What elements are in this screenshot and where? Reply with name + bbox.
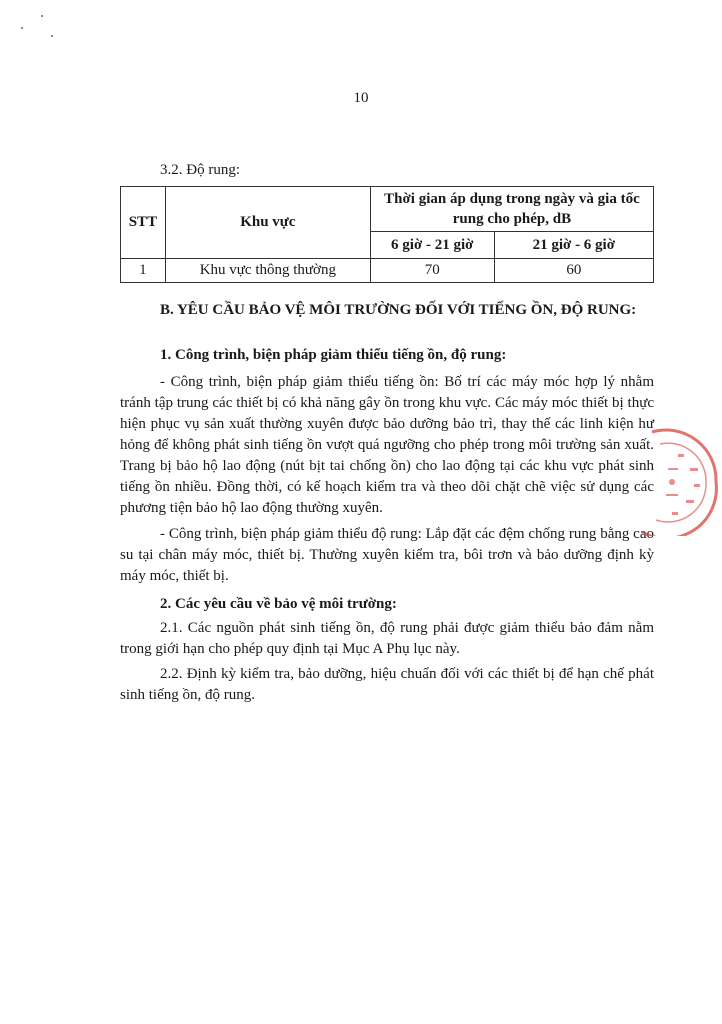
table-header-area: Khu vực [165, 187, 370, 259]
page-number: 10 [353, 90, 369, 106]
paragraph-requirement-2-1: 2.1. Các nguồn phát sinh tiếng ồn, độ rung phải được giảm thiểu bảo đảm nằm trong giới hạn cho phép quy định tại Mục A Phụ lục này. [120, 620, 654, 657]
section-heading-vibration: 3.2. Độ rung: [160, 162, 240, 178]
vibration-table [120, 186, 654, 283]
table-header-stt: STT [121, 187, 166, 259]
cell-area: Khu vực thông thường [165, 259, 370, 283]
table-row [121, 259, 654, 283]
cell-stt: 1 [121, 259, 166, 283]
cell-day-value: 70 [370, 259, 494, 283]
table-header-night: 21 giờ - 6 giờ [494, 232, 653, 259]
section-b-title: B. YÊU CẦU BẢO VỆ MÔI TRƯỜNG ĐỐI VỚI TIẾNG ỒN, ĐỘ RUNG: [160, 302, 637, 318]
cell-night-value: 60 [494, 259, 653, 283]
paragraph-requirement-2-2: 2.2. Định kỳ kiểm tra, bảo dưỡng, hiệu chuẩn đối với các thiết bị để hạn chế phát sinh tiếng ồn, độ rung. [120, 666, 654, 703]
subsection-1-title: 1. Công trình, biện pháp giảm thiểu tiếng ồn, độ rung: [160, 347, 507, 363]
table-header-day: 6 giờ - 21 giờ [370, 232, 494, 259]
paragraph-noise-measures: - Công trình, biện pháp giảm thiểu tiếng ồn: Bố trí các máy móc hợp lý nhằm tránh tập trung các thiết bị có khả năng gây ồn trong khu vực. Các máy móc thiết bị thực hiện phục vụ sản xuất thường xuyên được bảo dưỡng bảo trì, thay thế các linh kiện hư hỏng để không phát sinh tiếng ồn vượt quá ngưỡng cho phép trong môi trường sản xuất. Trang bị bảo hộ lao động (nút bịt tai chống ồn) cho lao động tại các khu vực phát sinh tiếng ồn nhiều. Đồng thời, có kế hoạch kiểm tra và theo dõi chặt chẽ việc sử dụng các phương tiện bảo hộ lao động thường xuyên. [120, 374, 654, 516]
paragraph-vibration-measures: - Công trình, biện pháp giảm thiểu độ rung: Lắp đặt các đệm chống rung bằng cao su tại chân máy móc, thiết bị. Thường xuyên kiểm tra, bôi trơn và bảo dưỡng định kỳ máy móc, thiết bị. [120, 526, 654, 584]
subsection-2-title: 2. Các yêu cầu về bảo vệ môi trường: [160, 596, 397, 612]
table-header-time-group: Thời gian áp dụng trong ngày và gia tốc rung cho phép, dB [370, 187, 653, 232]
scan-specks [18, 12, 58, 42]
official-seal-icon [612, 428, 720, 536]
